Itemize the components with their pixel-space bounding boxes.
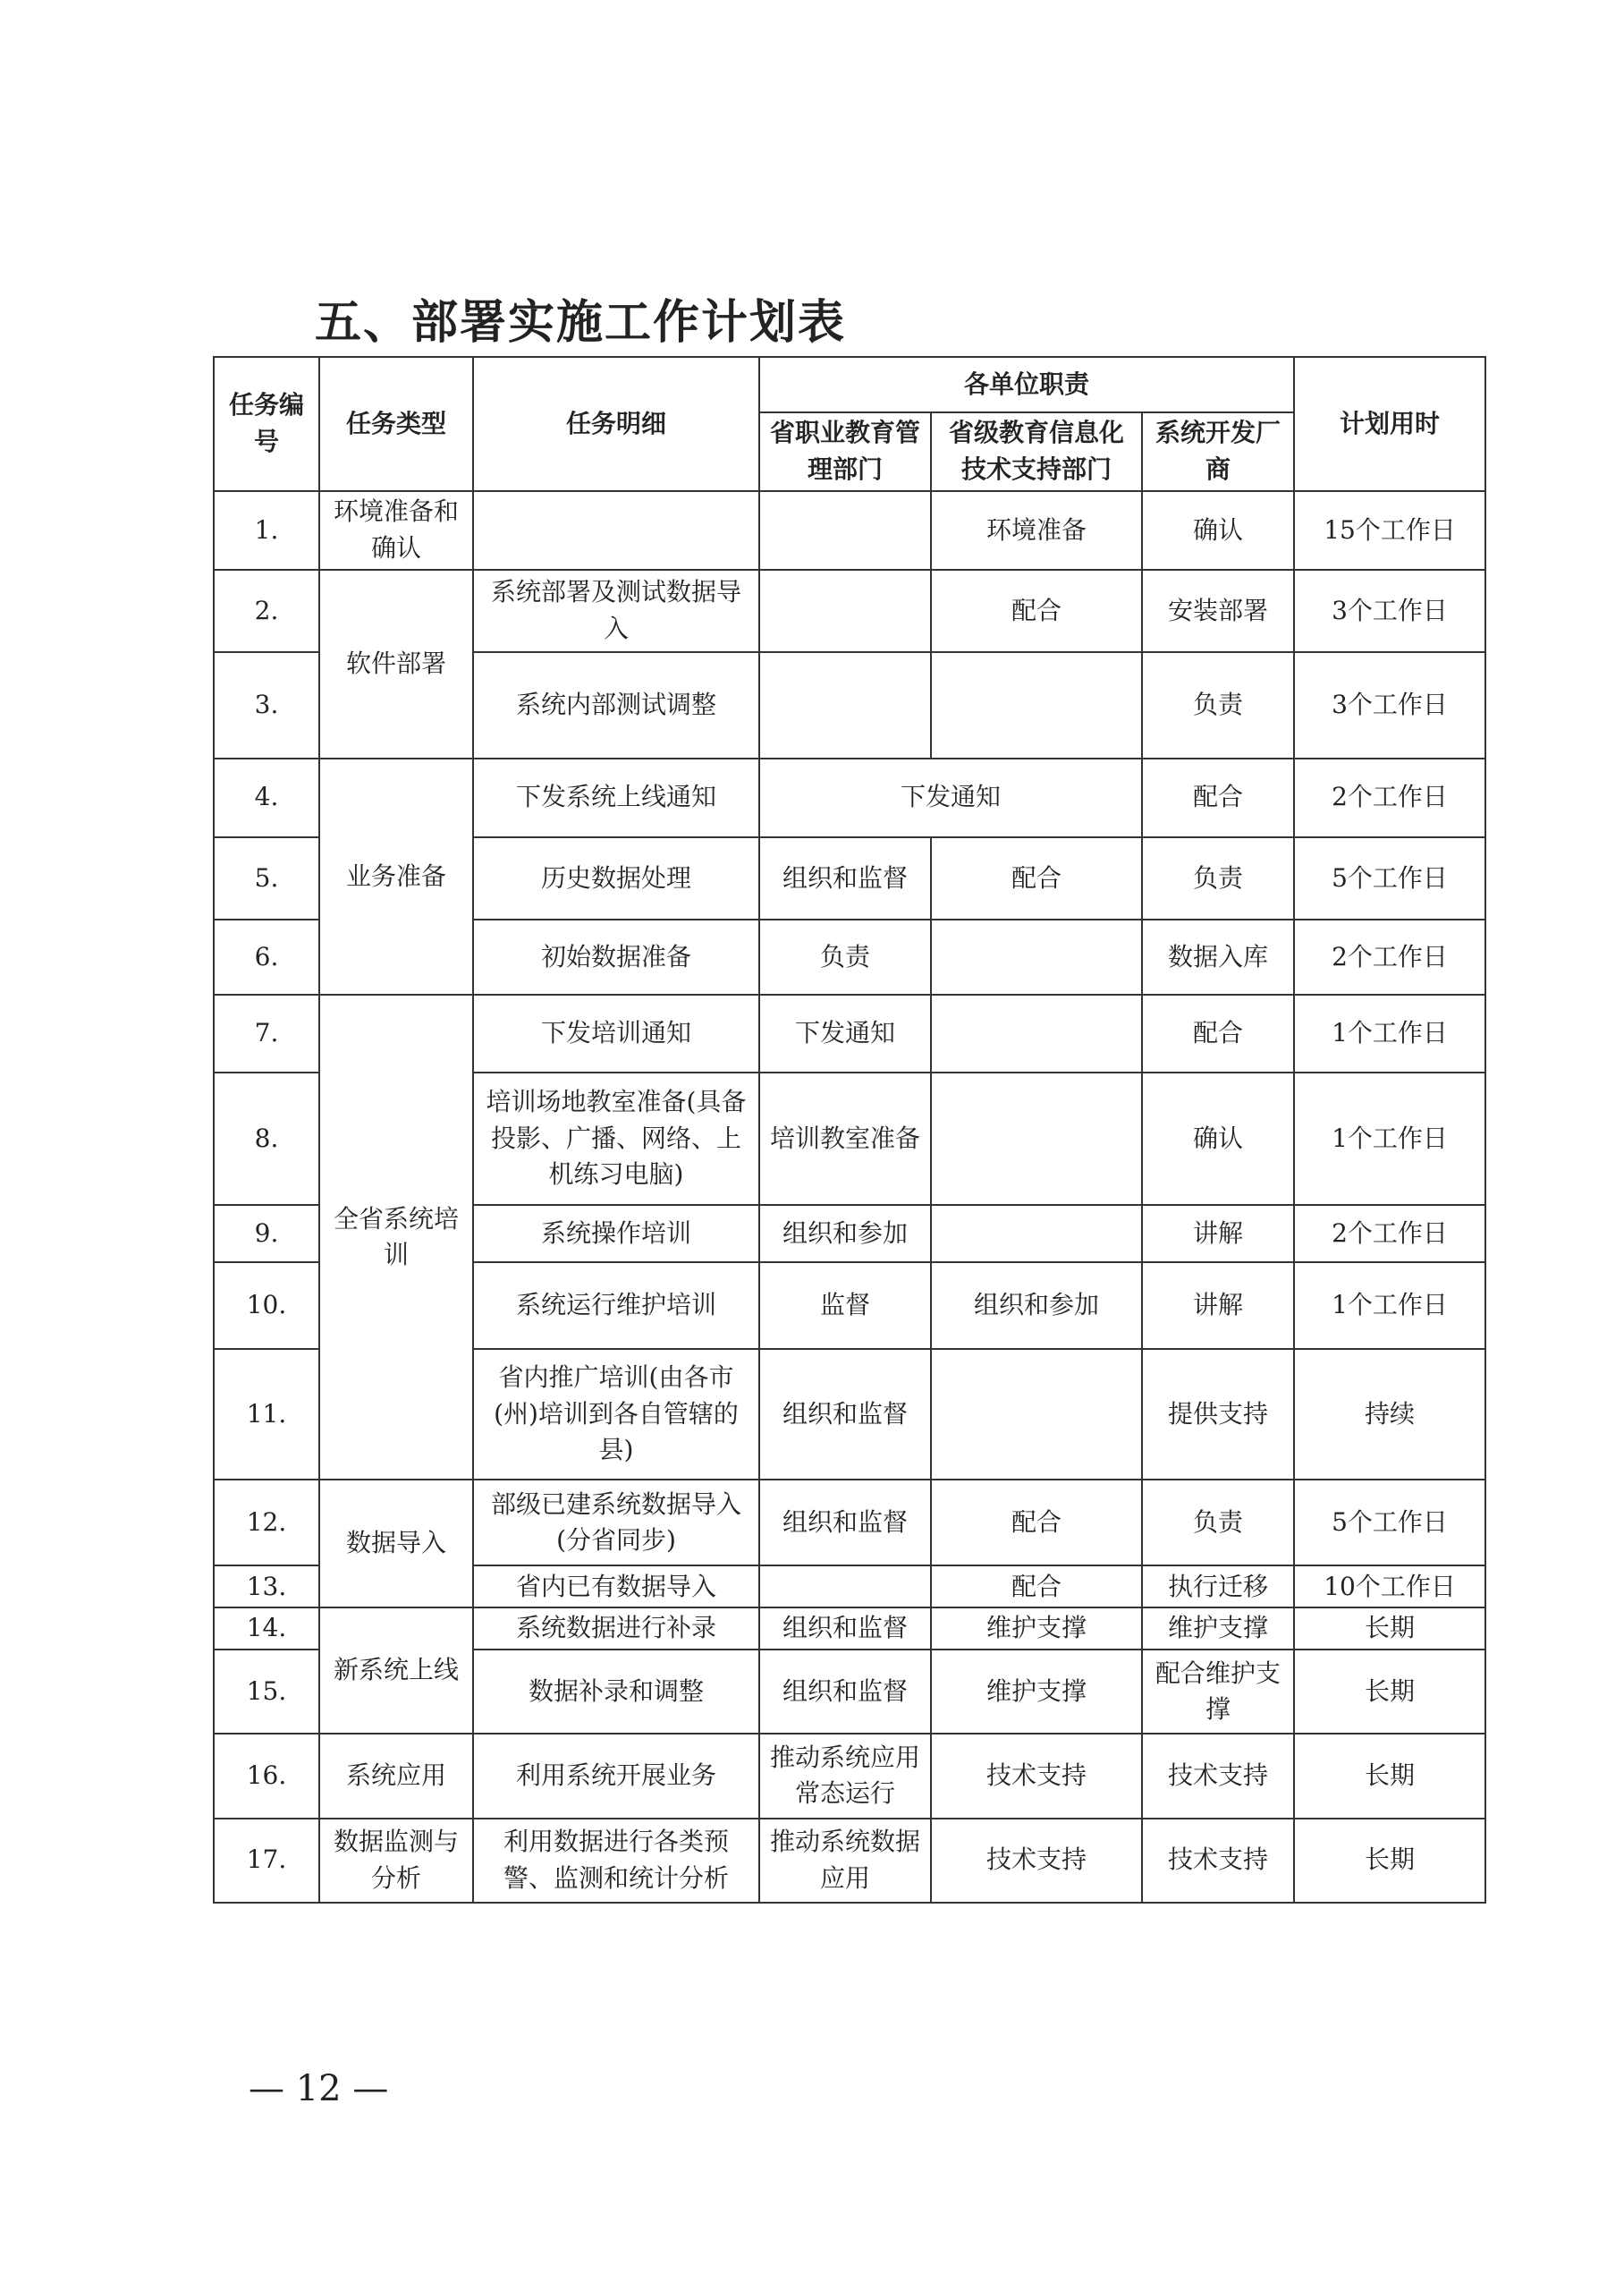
planned-time: 1个工作日	[1294, 1073, 1485, 1205]
duty-it-support: 技术支持	[931, 1734, 1142, 1818]
task-detail: 省内已有数据导入	[473, 1565, 759, 1607]
task-detail: 利用系统开展业务	[473, 1734, 759, 1818]
task-detail: 系统操作培训	[473, 1205, 759, 1262]
task-number: 10.	[214, 1262, 319, 1348]
planned-time: 长期	[1294, 1607, 1485, 1650]
duty-it-support: 维护支撑	[931, 1607, 1142, 1650]
duty-vendor: 负责	[1142, 837, 1294, 920]
duty-vendor: 讲解	[1142, 1262, 1294, 1348]
duty-vocational: 组织和监督	[759, 1349, 931, 1480]
page-number: — 12 —	[249, 2068, 389, 2109]
duty-it-support: 配合	[931, 1565, 1142, 1607]
duty-it-support	[931, 1349, 1142, 1480]
work-plan-table	[213, 356, 1486, 1904]
task-detail: 利用数据进行各类预警、监测和统计分析	[473, 1819, 759, 1903]
table-row	[214, 1819, 1485, 1903]
planned-time: 15个工作日	[1294, 491, 1485, 570]
duty-vocational: 组织和参加	[759, 1205, 931, 1262]
header-task-type: 任务类型	[319, 357, 473, 491]
duty-vocational	[759, 570, 931, 652]
task-type: 数据导入	[319, 1480, 473, 1607]
task-detail: 系统数据进行补录	[473, 1607, 759, 1650]
header-task-no: 任务编号	[214, 357, 319, 491]
planned-time: 10个工作日	[1294, 1565, 1485, 1607]
task-number: 5.	[214, 837, 319, 920]
task-number: 1.	[214, 491, 319, 570]
task-type: 全省系统培训	[319, 995, 473, 1480]
duty-it-support	[931, 652, 1142, 758]
task-number: 13.	[214, 1565, 319, 1607]
planned-time: 2个工作日	[1294, 920, 1485, 995]
task-type: 数据监测与分析	[319, 1819, 473, 1903]
page-title: 五、部署实施工作计划表	[315, 296, 847, 350]
task-detail: 历史数据处理	[473, 837, 759, 920]
table-row	[214, 1734, 1485, 1818]
task-detail	[473, 491, 759, 570]
task-number: 2.	[214, 570, 319, 652]
planned-time: 长期	[1294, 1650, 1485, 1734]
duty-vocational: 监督	[759, 1262, 931, 1348]
task-number: 12.	[214, 1480, 319, 1565]
duty-vendor: 讲解	[1142, 1205, 1294, 1262]
duty-vocational-and-it: 下发通知	[759, 759, 1142, 837]
task-number: 6.	[214, 920, 319, 995]
task-detail: 省内推广培训(由各市(州)培训到各自管辖的县)	[473, 1349, 759, 1480]
task-detail: 下发培训通知	[473, 995, 759, 1072]
duty-vocational: 组织和监督	[759, 1650, 931, 1734]
planned-time: 长期	[1294, 1819, 1485, 1903]
planned-time: 2个工作日	[1294, 1205, 1485, 1262]
duty-it-support: 组织和参加	[931, 1262, 1142, 1348]
task-detail: 下发系统上线通知	[473, 759, 759, 837]
task-number: 8.	[214, 1073, 319, 1205]
table-row	[214, 491, 1485, 570]
duty-it-support: 配合	[931, 570, 1142, 652]
planned-time: 5个工作日	[1294, 1480, 1485, 1565]
planned-time: 3个工作日	[1294, 652, 1485, 758]
planned-time: 5个工作日	[1294, 837, 1485, 920]
duty-vendor: 技术支持	[1142, 1819, 1294, 1903]
header-task-detail: 任务明细	[473, 357, 759, 491]
duty-vocational	[759, 1565, 931, 1607]
task-number: 4.	[214, 759, 319, 837]
header-unit-duties: 各单位职责	[759, 357, 1294, 412]
duty-it-support: 配合	[931, 1480, 1142, 1565]
task-number: 11.	[214, 1349, 319, 1480]
task-detail: 部级已建系统数据导入(分省同步)	[473, 1480, 759, 1565]
header-dept-prov-it: 省级教育信息化技术支持部门	[931, 412, 1142, 490]
duty-it-support: 技术支持	[931, 1819, 1142, 1903]
duty-vendor: 负责	[1142, 652, 1294, 758]
task-detail: 系统内部测试调整	[473, 652, 759, 758]
header-planned-time: 计划用时	[1294, 357, 1485, 491]
duty-it-support: 环境准备	[931, 491, 1142, 570]
task-number: 17.	[214, 1819, 319, 1903]
task-number: 9.	[214, 1205, 319, 1262]
header-dept-vendor: 系统开发厂商	[1142, 412, 1294, 490]
duty-vocational: 组织和监督	[759, 1480, 931, 1565]
task-type: 新系统上线	[319, 1607, 473, 1734]
task-number: 15.	[214, 1650, 319, 1734]
duty-vendor: 确认	[1142, 491, 1294, 570]
table-row	[214, 995, 1485, 1072]
task-type: 软件部署	[319, 570, 473, 759]
task-type: 环境准备和确认	[319, 491, 473, 570]
task-number: 16.	[214, 1734, 319, 1818]
duty-vendor: 确认	[1142, 1073, 1294, 1205]
planned-time: 持续	[1294, 1349, 1485, 1480]
duty-vendor: 提供支持	[1142, 1349, 1294, 1480]
duty-it-support: 维护支撑	[931, 1650, 1142, 1734]
duty-vendor: 数据入库	[1142, 920, 1294, 995]
duty-vocational: 负责	[759, 920, 931, 995]
duty-vocational	[759, 491, 931, 570]
planned-time: 长期	[1294, 1734, 1485, 1818]
duty-it-support	[931, 920, 1142, 995]
table-row	[214, 1480, 1485, 1565]
duty-it-support	[931, 1073, 1142, 1205]
task-number: 14.	[214, 1607, 319, 1650]
duty-vendor: 维护支撑	[1142, 1607, 1294, 1650]
duty-vendor: 配合维护支撑	[1142, 1650, 1294, 1734]
task-detail: 系统运行维护培训	[473, 1262, 759, 1348]
duty-it-support	[931, 995, 1142, 1072]
task-type: 业务准备	[319, 759, 473, 996]
duty-vocational: 下发通知	[759, 995, 931, 1072]
duty-vocational: 推动系统应用常态运行	[759, 1734, 931, 1818]
duty-vocational: 推动系统数据应用	[759, 1819, 931, 1903]
duty-it-support	[931, 1205, 1142, 1262]
duty-vendor: 安装部署	[1142, 570, 1294, 652]
duty-it-support: 配合	[931, 837, 1142, 920]
planned-time: 2个工作日	[1294, 759, 1485, 837]
task-detail: 培训场地教室准备(具备投影、广播、网络、上机练习电脑)	[473, 1073, 759, 1205]
duty-vocational: 组织和监督	[759, 1607, 931, 1650]
duty-vendor: 执行迁移	[1142, 1565, 1294, 1607]
task-number: 7.	[214, 995, 319, 1072]
planned-time: 1个工作日	[1294, 1262, 1485, 1348]
duty-vendor: 配合	[1142, 995, 1294, 1072]
task-detail: 系统部署及测试数据导入	[473, 570, 759, 652]
planned-time: 3个工作日	[1294, 570, 1485, 652]
header-dept-prov-vocational: 省职业教育管理部门	[759, 412, 931, 490]
table-row	[214, 570, 1485, 652]
planned-time: 1个工作日	[1294, 995, 1485, 1072]
duty-vendor: 负责	[1142, 1480, 1294, 1565]
duty-vocational	[759, 652, 931, 758]
duty-vendor: 技术支持	[1142, 1734, 1294, 1818]
table-row	[214, 1607, 1485, 1650]
task-detail: 数据补录和调整	[473, 1650, 759, 1734]
table-row	[214, 759, 1485, 837]
task-detail: 初始数据准备	[473, 920, 759, 995]
duty-vocational: 组织和监督	[759, 837, 931, 920]
duty-vocational: 培训教室准备	[759, 1073, 931, 1205]
task-type: 系统应用	[319, 1734, 473, 1818]
duty-vendor: 配合	[1142, 759, 1294, 837]
task-number: 3.	[214, 652, 319, 758]
